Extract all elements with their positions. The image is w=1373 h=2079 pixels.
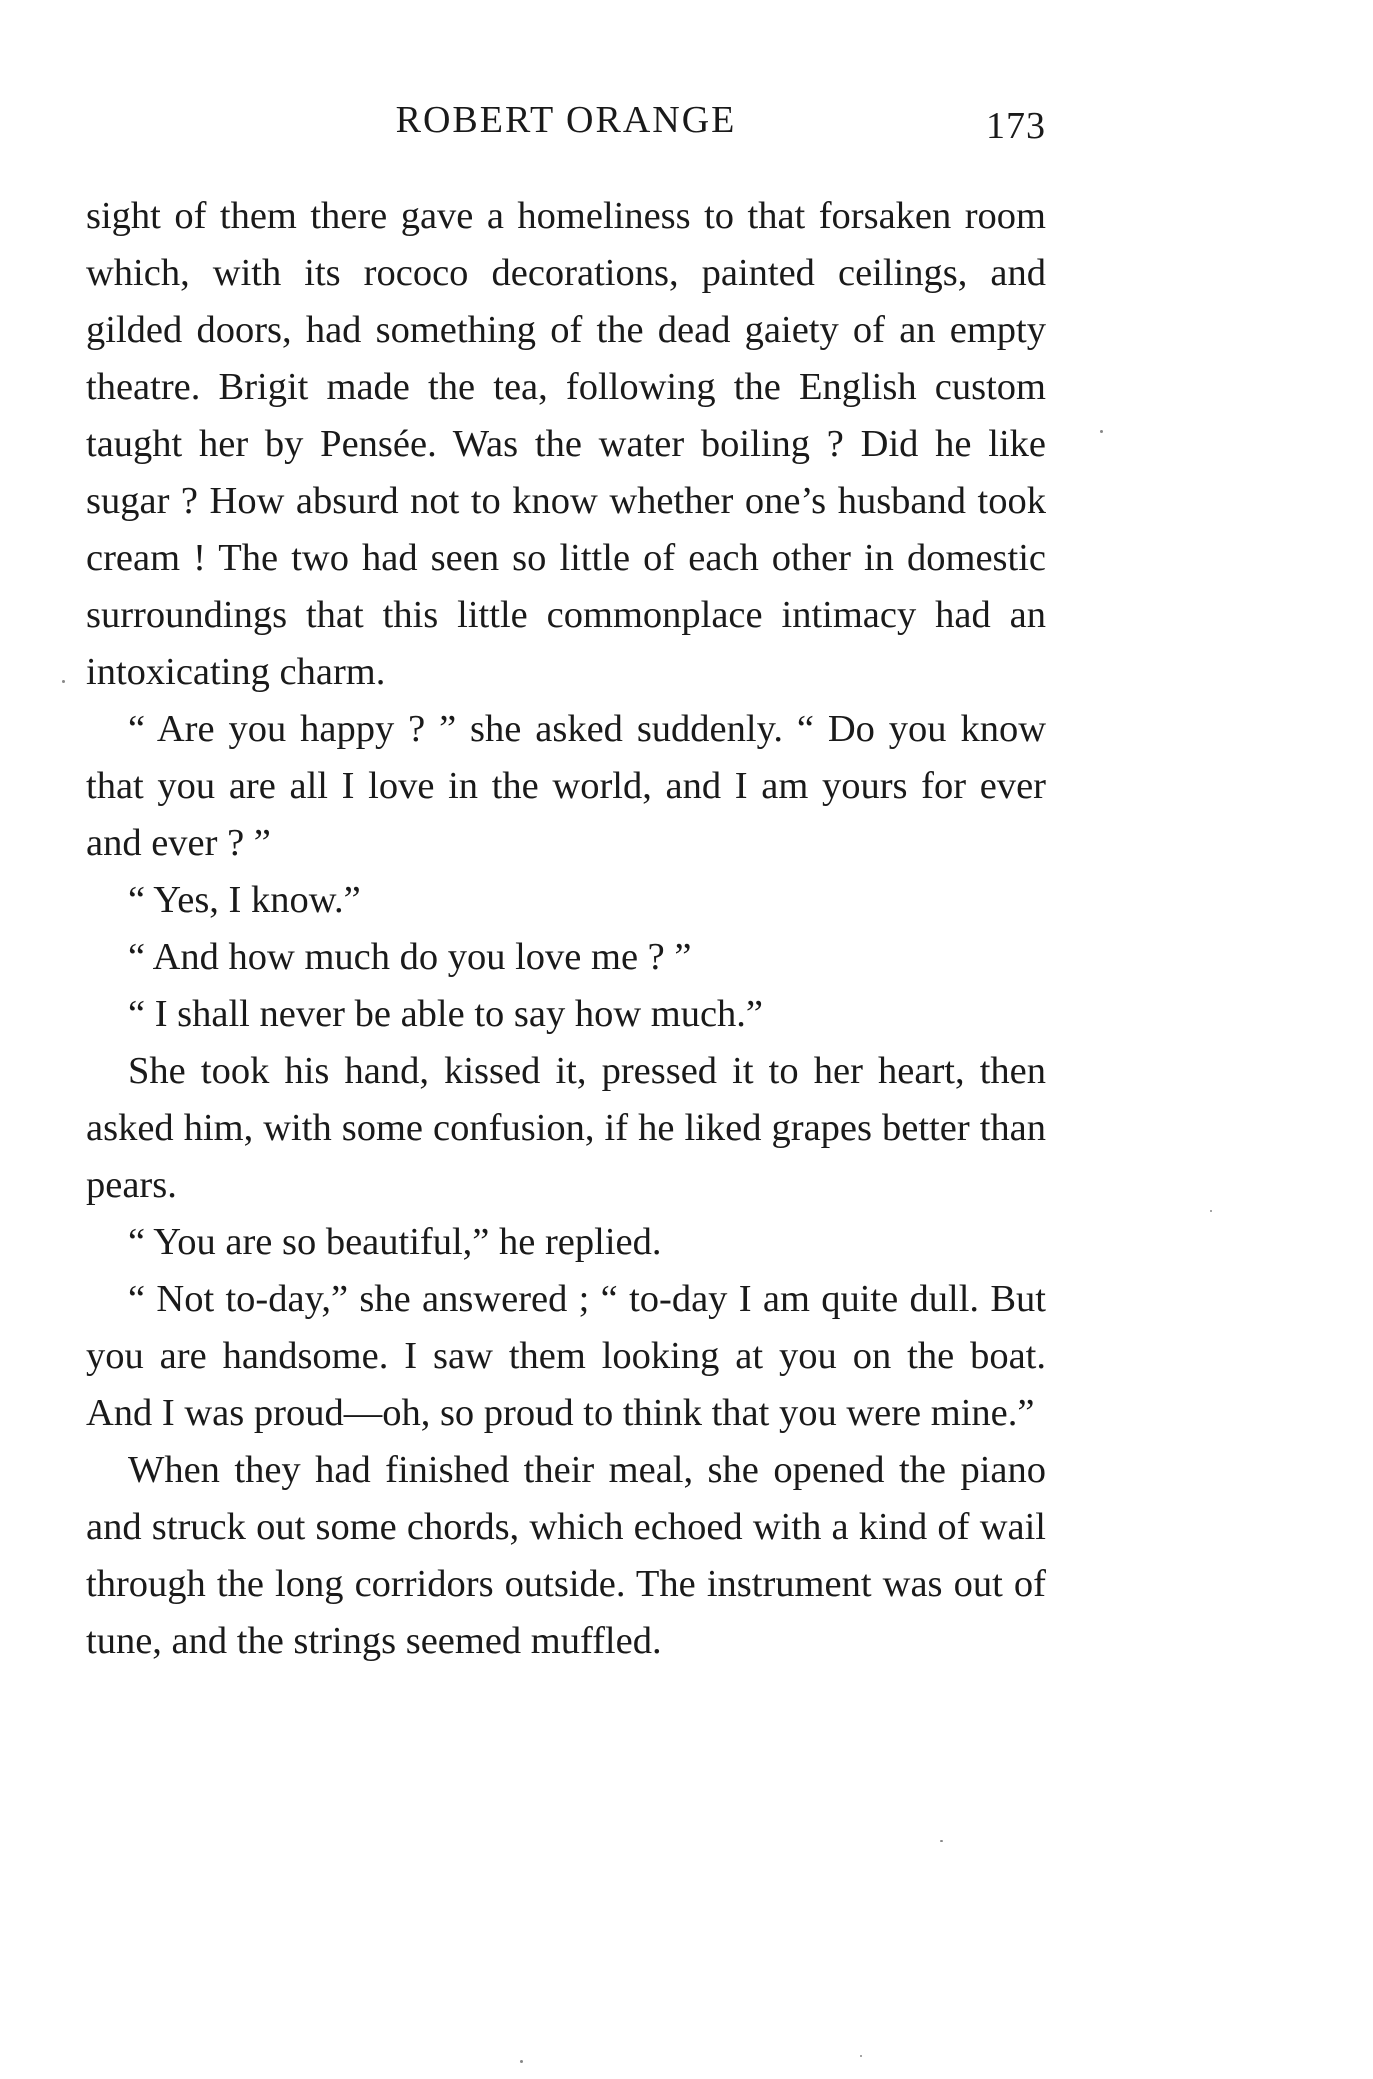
paragraph: “ And how much do you love me ? ” [128, 936, 692, 978]
scan-speck [940, 1840, 943, 1842]
paragraph: She took his hand, kissed it, pressed it to her heart, then asked him, with some confusion, if he liked grapes better than pears. [86, 1050, 1046, 1206]
paragraph: “ Not to-day,” she answered ; “ to-day I am quite dull. But you are handsome. I saw them looking at you on the boat. And I was proud—oh, so proud to think that you were mine.” [86, 1278, 1046, 1434]
paragraph-continued: sight of them there gave a homeliness to that forsaken room which, with its rococo decorations, painted ceilings, and gilded doors, had something of the dead gaiety of an empty theatre. Brigit made the tea, following the English custom taught her by Pensée. Was the water boiling ? Did he like sugar ? How absurd not to know whether one’s husband took cream ! The two had seen so little of each other in domestic surroundings that this little commonplace intimacy had an intoxicating charm. [86, 195, 1046, 693]
page-number: 173 [986, 105, 1046, 147]
paragraph: When they had finished their meal, she opened the piano and struck out some chords, which echoed with a kind of wail through the long corridors outside. The instrument was out of tune, and the strings seemed muffled. [86, 1449, 1046, 1662]
paragraph: “ Yes, I know.” [128, 879, 361, 921]
running-title: ROBERT ORANGE [395, 99, 737, 141]
scan-speck [1210, 1210, 1212, 1212]
scan-speck [520, 2060, 523, 2063]
scan-speck [860, 2055, 862, 2057]
scan-speck [1100, 430, 1103, 433]
paragraph: “ I shall never be able to say how much.” [128, 993, 764, 1035]
body-text [86, 188, 1046, 1670]
paragraph: “ Are you happy ? ” she asked suddenly. “ Do you know that you are all I love in the world, and I am yours for ever and ever ? ” [86, 708, 1046, 864]
paragraph: “ You are so beautiful,” he replied. [128, 1221, 662, 1263]
scan-speck [62, 680, 65, 683]
running-head [86, 98, 1046, 148]
